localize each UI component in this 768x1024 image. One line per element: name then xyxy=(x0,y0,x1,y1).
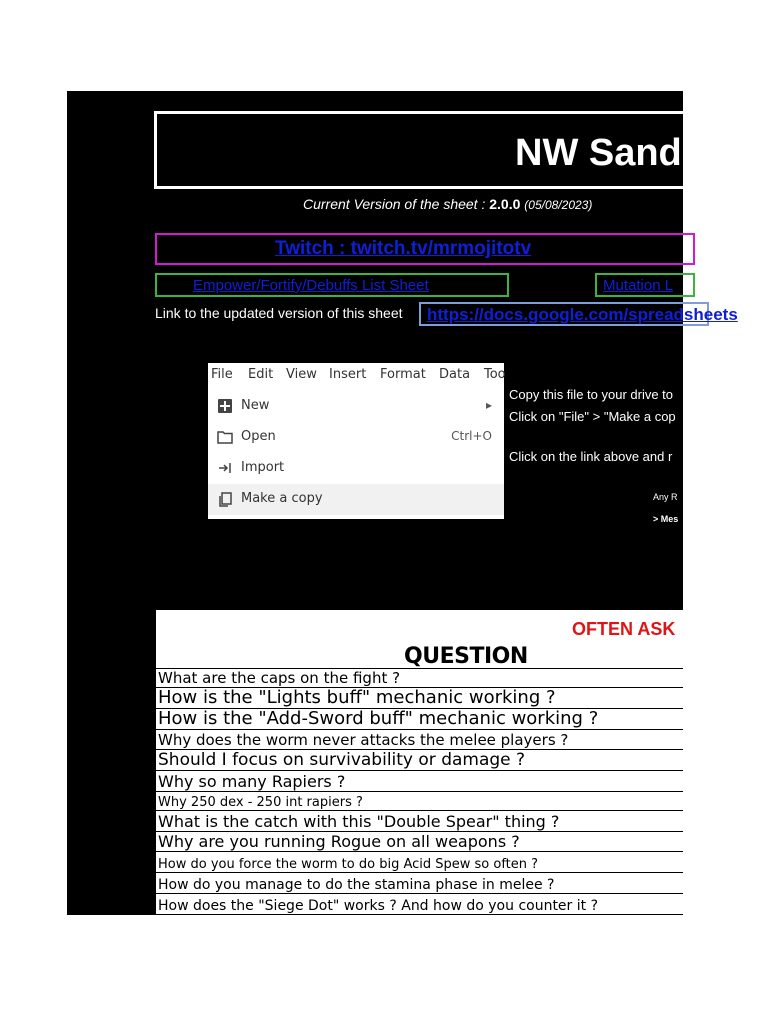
faq-question: What are the caps on the fight ? xyxy=(158,669,401,687)
updated-version-label: Link to the updated version of this sheet xyxy=(155,305,403,321)
import-icon xyxy=(217,460,233,476)
menu-insert: Insert xyxy=(329,367,367,382)
menu-item-import xyxy=(208,453,504,484)
faq-question: Should I focus on survivability or damage ? xyxy=(158,750,526,770)
question-column-header: QUESTION xyxy=(404,644,528,669)
faq-row xyxy=(156,668,683,687)
instruction-click-link: Click on the link above and r xyxy=(509,449,673,464)
faq-row xyxy=(156,872,683,893)
faq-table xyxy=(156,610,683,915)
faq-row xyxy=(156,749,683,770)
faq-row xyxy=(156,687,683,708)
faq-question: How do you force the worm to do big Acid Spew so often ? xyxy=(158,857,539,872)
faq-question: Why are you running Rogue on all weapons ? xyxy=(158,832,520,851)
version-number: 2.0.0 xyxy=(489,196,521,212)
submenu-arrow: ▸ xyxy=(485,398,492,412)
mutation-link-box xyxy=(595,273,695,297)
faq-row xyxy=(156,729,683,749)
faq-header xyxy=(156,610,683,648)
faq-row xyxy=(156,770,683,791)
instruction-copy-drive: Copy this file to your drive to xyxy=(509,387,674,402)
faq-question: Why does the worm never attacks the melee players ? xyxy=(158,731,569,749)
menu-item-label: Import xyxy=(241,460,285,475)
menu-data: Data xyxy=(439,367,471,382)
faq-row xyxy=(156,791,683,810)
menu-item-label: Open xyxy=(241,429,276,444)
faq-bottom-border xyxy=(156,914,683,915)
menu-file: File xyxy=(211,367,233,382)
copy-icon xyxy=(217,491,233,507)
faq-question: Why so many Rapiers ? xyxy=(158,772,346,791)
faq-row xyxy=(156,851,683,872)
folder-icon xyxy=(217,429,233,445)
menu-item-open xyxy=(208,422,504,453)
faq-question: How is the "Add-Sword buff" mechanic working ? xyxy=(158,708,599,729)
menu-edit: Edit xyxy=(248,367,274,382)
menu-item-label: New xyxy=(241,398,270,413)
menu-item-new xyxy=(208,391,504,422)
plus-icon xyxy=(217,398,233,414)
twitch-link-box xyxy=(155,233,695,265)
version-prefix: Current Version of the sheet : xyxy=(303,196,490,212)
mutation-sheet-link[interactable]: Mutation L xyxy=(603,277,674,294)
faq-question: How does the "Siege Dot" works ? And how do you counter it ? xyxy=(158,898,599,914)
version-date: (05/08/2023) xyxy=(524,198,593,212)
spreadsheet-page xyxy=(67,91,738,915)
faq-title: OFTEN ASK xyxy=(572,619,676,639)
shortcut-label: Ctrl+O xyxy=(451,429,492,443)
menu-format: Format xyxy=(380,367,426,382)
instruction-make-copy: Click on "File" > "Make a cop xyxy=(509,409,676,424)
empower-link-box xyxy=(155,273,509,297)
faq-row xyxy=(156,893,683,914)
file-menu-screenshot xyxy=(208,363,504,519)
empower-sheet-link[interactable]: Empower/Fortify/Debuffs List Sheet xyxy=(193,277,429,294)
note-message: > Mes xyxy=(653,514,679,524)
faq-row xyxy=(156,810,683,831)
menu-tools: Too xyxy=(484,367,506,382)
menu-item-label: Make a copy xyxy=(241,491,323,506)
faq-question: What is the catch with this "Double Spear" thing ? xyxy=(158,812,560,831)
faq-row xyxy=(156,708,683,729)
menu-item-make-a-copy xyxy=(208,484,504,515)
faq-question: How is the "Lights buff" mechanic working ? xyxy=(158,687,556,708)
menu-view: View xyxy=(286,367,317,382)
page-title: NW Sand xyxy=(515,132,682,174)
menu-bar xyxy=(208,363,504,387)
faq-question: How do you manage to do the stamina phase in melee ? xyxy=(158,877,555,893)
note-any: Any R xyxy=(653,492,678,502)
faq-question: Why 250 dex - 250 int rapiers ? xyxy=(158,795,363,810)
docs-link[interactable]: https://docs.google.com/spreadsheets xyxy=(427,305,738,324)
twitch-link[interactable]: Twitch : twitch.tv/mrmojitotv xyxy=(275,238,532,259)
title-box xyxy=(154,111,694,189)
version-line xyxy=(303,196,592,212)
docs-link-box xyxy=(419,302,738,326)
faq-row xyxy=(156,831,683,851)
